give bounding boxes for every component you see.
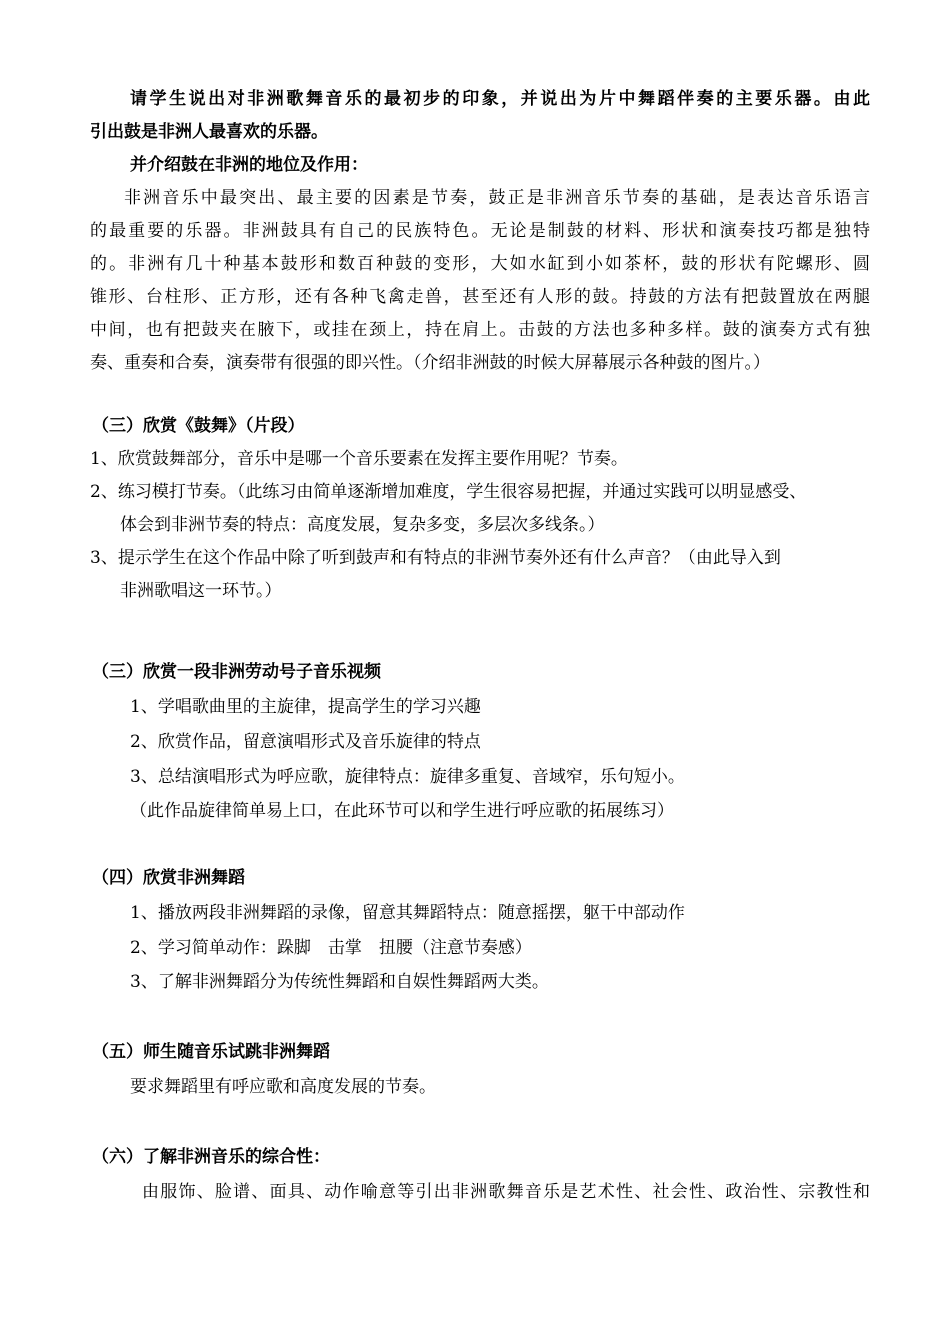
list-item: 1、学唱歌曲里的主旋律，提高学生的学习兴趣 [130, 697, 481, 717]
body-text-line: 非洲音乐中最突出、最主要的因素是节奏，鼓正是非洲音乐节奏的基础，是表达音乐语言 [124, 188, 870, 208]
section-heading-drum-dance: （三）欣赏《鼓舞》（片段） [92, 416, 305, 436]
list-item: 3、了解非洲舞蹈分为传统性舞蹈和自娱性舞蹈两大类。 [130, 972, 549, 992]
section-note: （此作品旋律简单易上口，在此环节可以和学生进行呼应歌的拓展练习） [130, 801, 674, 821]
section-heading-labor-chant: （三）欣赏一段非洲劳动号子音乐视频 [92, 662, 381, 682]
list-item: 2、欣赏作品，留意演唱形式及音乐旋律的特点 [130, 732, 481, 752]
list-item-continuation: 体会到非洲节奏的特点：高度发展，复杂多变，多层次多线条。） [120, 515, 605, 535]
intro-paragraph-line: 引出鼓是非洲人最喜欢的乐器。 [90, 122, 328, 142]
intro-paragraph-line: 请学生说出对非洲歌舞音乐的最初步的印象，并说出为片中舞蹈伴奏的主要乐器。由此 [130, 89, 870, 109]
body-text-line: 的最重要的乐器。非洲鼓具有自己的民族特色。无论是制鼓的材料、形状和演奏技巧都是独特 [90, 221, 870, 241]
list-item: 3、总结演唱形式为呼应歌，旋律特点：旋律多重复、音域窄，乐句短小。 [130, 767, 685, 787]
section-heading-try-dance: （五）师生随音乐试跳非洲舞蹈 [92, 1042, 330, 1062]
body-text-line: 的。非洲有几十种基本鼓形和数百种鼓的变形，大如水缸到小如茶杯，鼓的形状有陀螺形、圆 [90, 254, 870, 274]
list-item: 2、练习模打节奏。（此练习由简单逐渐增加难度，学生很容易把握，并通过实践可以明显感受、 [90, 482, 807, 502]
list-item: 1、播放两段非洲舞蹈的录像，留意其舞蹈特点：随意摇摆，躯干中部动作 [130, 903, 685, 923]
intro-subheading: 并介绍鼓在非洲的地位及作用： [130, 155, 368, 175]
list-item: 1、欣赏鼓舞部分，音乐中是哪一个音乐要素在发挥主要作用呢？节奏。 [90, 449, 628, 469]
body-text-line: 奏、重奏和合奏，演奏带有很强的即兴性。（介绍非洲鼓的时候大屏幕展示各种鼓的图片。） [90, 353, 770, 373]
list-item-continuation: 非洲歌唱这一环节。） [120, 581, 282, 601]
section-heading-african-dance: （四）欣赏非洲舞蹈 [92, 868, 245, 888]
body-text-line: 锥形、台柱形、正方形，还有各种飞禽走兽，甚至还有人形的鼓。持鼓的方法有把鼓置放在两腿 [90, 287, 870, 307]
list-item: 2、学习简单动作：跺脚 击掌 扭腰（注意节奏感） [130, 938, 532, 958]
body-text-line: 中间，也有把鼓夹在腋下，或挂在颈上，持在肩上。击鼓的方法也多种多样。鼓的演奏方式有独 [90, 320, 870, 340]
section-heading-comprehensive: （六）了解非洲音乐的综合性： [92, 1147, 330, 1167]
section-text: 要求舞蹈里有呼应歌和高度发展的节奏。 [130, 1077, 436, 1097]
section-text: 由服饰、脸谱、面具、动作喻意等引出非洲歌舞音乐是艺术性、社会性、政治性、宗教性和 [142, 1182, 870, 1202]
list-item: 3、提示学生在这个作品中除了听到鼓声和有特点的非洲节奏外还有什么声音？（由此导入到 [90, 548, 781, 568]
